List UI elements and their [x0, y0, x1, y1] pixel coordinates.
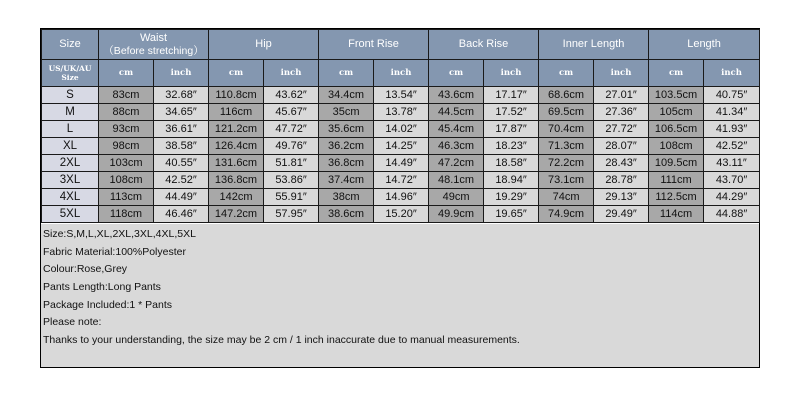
length-cm-cell: 114cm — [649, 206, 704, 223]
inner-in-cell: 29.13″ — [594, 189, 649, 206]
back-in-cell: 17.17″ — [484, 87, 539, 104]
front-in-cell: 15.20″ — [374, 206, 429, 223]
front-cm-cell: 34.4cm — [319, 87, 374, 104]
inner-cm-cell: 72.2cm — [539, 155, 594, 172]
inner-length-header: Inner Length — [539, 30, 649, 60]
hip-header: Hip — [209, 30, 319, 60]
length-in-cell: 43.70″ — [704, 172, 760, 189]
back-cm-cell: 46.3cm — [429, 138, 484, 155]
length-in-cell: 43.11″ — [704, 155, 760, 172]
inner-in-cell: 28.43″ — [594, 155, 649, 172]
front-in-cell: 13.78″ — [374, 104, 429, 121]
inner-cm-cell: 69.5cm — [539, 104, 594, 121]
waist-cm-cell: 113cm — [99, 189, 154, 206]
waist-header-note: （Before stretching） — [103, 44, 204, 57]
length-cm-cell: 103.5cm — [649, 87, 704, 104]
inner-in-cell: 27.72″ — [594, 121, 649, 138]
inner-cm-cell: 73.1cm — [539, 172, 594, 189]
waist-in-cell: 46.46″ — [154, 206, 209, 223]
unit-inch: inch — [264, 60, 319, 87]
unit-header-row — [42, 60, 760, 87]
size-label-cell: M — [42, 104, 99, 121]
size-table — [41, 29, 760, 223]
front-cm-cell: 36.2cm — [319, 138, 374, 155]
hip-cm-cell: 147.2cm — [209, 206, 264, 223]
unit-cm: cm — [209, 60, 264, 87]
hip-in-cell: 53.86″ — [264, 172, 319, 189]
unit-inch: inch — [704, 60, 760, 87]
header-row — [42, 30, 760, 60]
info-line: Thanks to your understanding, the size may be 2 cm / 1 inch inaccurate due to manual measurements. — [43, 334, 520, 347]
unit-inch: inch — [374, 60, 429, 87]
size-label-cell: L — [42, 121, 99, 138]
info-line: Colour:Rose,Grey — [43, 263, 128, 276]
length-cm-cell: 109.5cm — [649, 155, 704, 172]
hip-cm-cell: 142cm — [209, 189, 264, 206]
waist-in-cell: 42.52″ — [154, 172, 209, 189]
size-label-cell: 5XL — [42, 206, 99, 223]
waist-in-cell: 44.49″ — [154, 189, 209, 206]
back-in-cell: 18.94″ — [484, 172, 539, 189]
length-cm-cell: 105cm — [649, 104, 704, 121]
length-in-cell: 41.93″ — [704, 121, 760, 138]
length-cm-cell: 112.5cm — [649, 189, 704, 206]
back-cm-cell: 49.9cm — [429, 206, 484, 223]
inner-cm-cell: 71.3cm — [539, 138, 594, 155]
size-label-cell: S — [42, 87, 99, 104]
front-in-cell: 14.25″ — [374, 138, 429, 155]
back-cm-cell: 43.6cm — [429, 87, 484, 104]
table-row — [42, 172, 760, 189]
unit-cm: cm — [319, 60, 374, 87]
hip-cm-cell: 131.6cm — [209, 155, 264, 172]
size-label-cell: 4XL — [42, 189, 99, 206]
waist-cm-cell: 103cm — [99, 155, 154, 172]
waist-header-label: Waist — [139, 31, 168, 44]
inner-in-cell: 28.07″ — [594, 138, 649, 155]
unit-inch: inch — [484, 60, 539, 87]
back-in-cell: 18.58″ — [484, 155, 539, 172]
waist-in-cell: 36.61″ — [154, 121, 209, 138]
waist-cm-cell: 88cm — [99, 104, 154, 121]
waist-in-cell: 32.68″ — [154, 87, 209, 104]
hip-cm-cell: 116cm — [209, 104, 264, 121]
waist-cm-cell: 118cm — [99, 206, 154, 223]
back-in-cell: 19.29″ — [484, 189, 539, 206]
waist-cm-cell: 83cm — [99, 87, 154, 104]
back-cm-cell: 45.4cm — [429, 121, 484, 138]
length-cm-cell: 108cm — [649, 138, 704, 155]
back-in-cell: 19.65″ — [484, 206, 539, 223]
size-chart-sheet — [40, 28, 760, 368]
info-line: Fabric Material:100%Polyester — [43, 245, 186, 258]
inner-cm-cell: 68.6cm — [539, 87, 594, 104]
hip-cm-cell: 121.2cm — [209, 121, 264, 138]
hip-in-cell: 43.62″ — [264, 87, 319, 104]
info-line: Please note: — [43, 316, 102, 329]
back-in-cell: 17.87″ — [484, 121, 539, 138]
info-line: Package Included:1 * Pants — [43, 298, 173, 311]
waist-in-cell: 38.58″ — [154, 138, 209, 155]
inner-in-cell: 28.78″ — [594, 172, 649, 189]
size-header: Size — [42, 30, 99, 60]
size-subheader-line1: US/UK/AU — [48, 64, 92, 73]
table-row — [42, 104, 760, 121]
back-in-cell: 18.23″ — [484, 138, 539, 155]
table-row — [42, 138, 760, 155]
front-in-cell: 14.49″ — [374, 155, 429, 172]
table-row — [42, 121, 760, 138]
table-row — [42, 206, 760, 223]
waist-in-cell: 40.55″ — [154, 155, 209, 172]
front-cm-cell: 37.4cm — [319, 172, 374, 189]
size-label-cell: XL — [42, 138, 99, 155]
unit-inch: inch — [594, 60, 649, 87]
table-row — [42, 189, 760, 206]
hip-cm-cell: 136.8cm — [209, 172, 264, 189]
hip-in-cell: 49.76″ — [264, 138, 319, 155]
hip-in-cell: 45.67″ — [264, 104, 319, 121]
length-cm-cell: 111cm — [649, 172, 704, 189]
hip-cm-cell: 126.4cm — [209, 138, 264, 155]
front-cm-cell: 38.6cm — [319, 206, 374, 223]
length-in-cell: 42.52″ — [704, 138, 760, 155]
waist-cm-cell: 108cm — [99, 172, 154, 189]
front-rise-header: Front Rise — [319, 30, 429, 60]
waist-in-cell: 34.65″ — [154, 104, 209, 121]
inner-in-cell: 29.49″ — [594, 206, 649, 223]
hip-in-cell: 51.81″ — [264, 155, 319, 172]
front-cm-cell: 36.8cm — [319, 155, 374, 172]
front-in-cell: 14.72″ — [374, 172, 429, 189]
length-cm-cell: 106.5cm — [649, 121, 704, 138]
length-in-cell: 41.34″ — [704, 104, 760, 121]
front-in-cell: 14.02″ — [374, 121, 429, 138]
size-label-cell: 2XL — [42, 155, 99, 172]
front-in-cell: 13.54″ — [374, 87, 429, 104]
unit-inch: inch — [154, 60, 209, 87]
back-cm-cell: 49cm — [429, 189, 484, 206]
length-in-cell: 44.88″ — [704, 206, 760, 223]
waist-header — [99, 30, 209, 60]
inner-cm-cell: 74cm — [539, 189, 594, 206]
back-in-cell: 17.52″ — [484, 104, 539, 121]
info-line: Pants Length:Long Pants — [43, 281, 161, 294]
length-in-cell: 44.29″ — [704, 189, 760, 206]
hip-in-cell: 47.72″ — [264, 121, 319, 138]
size-subheader — [42, 60, 99, 87]
size-label-cell: 3XL — [42, 172, 99, 189]
waist-cm-cell: 98cm — [99, 138, 154, 155]
inner-cm-cell: 74.9cm — [539, 206, 594, 223]
unit-cm: cm — [539, 60, 594, 87]
length-in-cell: 40.75″ — [704, 87, 760, 104]
front-cm-cell: 35cm — [319, 104, 374, 121]
back-rise-header: Back Rise — [429, 30, 539, 60]
front-cm-cell: 38cm — [319, 189, 374, 206]
back-cm-cell: 48.1cm — [429, 172, 484, 189]
length-header: Length — [649, 30, 760, 60]
inner-in-cell: 27.36″ — [594, 104, 649, 121]
info-line: Size:S,M,L,XL,2XL,3XL,4XL,5XL — [43, 228, 196, 240]
table-row — [42, 87, 760, 104]
waist-cm-cell: 93cm — [99, 121, 154, 138]
back-cm-cell: 44.5cm — [429, 104, 484, 121]
hip-in-cell: 57.95″ — [264, 206, 319, 223]
unit-cm: cm — [649, 60, 704, 87]
front-cm-cell: 35.6cm — [319, 121, 374, 138]
table-row — [42, 155, 760, 172]
product-info-box — [41, 224, 759, 367]
inner-in-cell: 27.01″ — [594, 87, 649, 104]
unit-cm: cm — [99, 60, 154, 87]
inner-cm-cell: 70.4cm — [539, 121, 594, 138]
front-in-cell: 14.96″ — [374, 189, 429, 206]
unit-cm: cm — [429, 60, 484, 87]
hip-cm-cell: 110.8cm — [209, 87, 264, 104]
hip-in-cell: 55.91″ — [264, 189, 319, 206]
back-cm-cell: 47.2cm — [429, 155, 484, 172]
size-subheader-line2: Size — [61, 73, 79, 82]
